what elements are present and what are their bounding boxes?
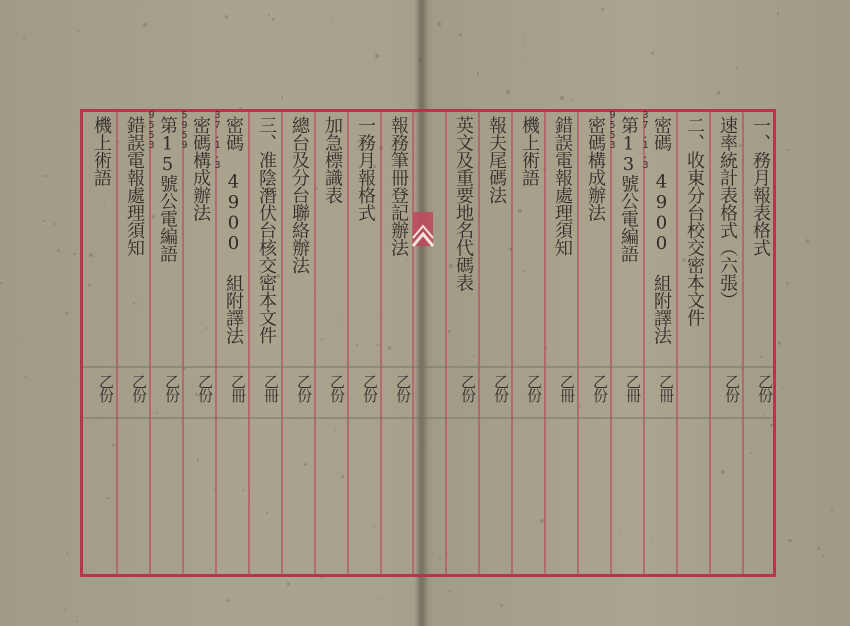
left-page-entry-quantity: 乙冊 (624, 374, 642, 402)
right-page-entry-title: 總台及分台聯絡辦法 (289, 116, 310, 274)
left-page-entry-note: 37.1.3 (640, 110, 651, 170)
right-page-entry-quantity: 乙份 (361, 374, 379, 402)
right-page-entry-note: 9553 (146, 110, 157, 150)
right-page-entry-quantity: 乙份 (163, 374, 181, 402)
left-page-entry-quantity: 乙冊 (558, 374, 576, 402)
left-page-entry-title: 錯誤電報處理須知 (552, 116, 573, 256)
right-page-entry-title: 一務月報格式 (355, 116, 376, 221)
left-page-entry-title: 密碼構成辦法 (585, 116, 606, 221)
left-page-entry-quantity: 乙冊 (657, 374, 675, 402)
right-page-entry-title: 錯誤電報處理須知 (124, 116, 145, 256)
right-page-entry-quantity: 乙冊 (229, 374, 247, 402)
left-page-entry-title: 報夫尾碼法 (486, 116, 507, 204)
right-page-entry-note: 37.1.3 (212, 110, 223, 170)
right-page-entry-title: 報務筆冊登記辦法 (388, 116, 409, 256)
left-page-entry-quantity: 乙份 (756, 374, 774, 402)
left-page-entry-title: 一、務月報表格式 (750, 116, 771, 256)
left-page-entry-quantity: 乙份 (492, 374, 510, 402)
left-page-entry-title: 二、收東分台校交密本文件 (684, 116, 705, 326)
right-page-entry-title: 三、准陰潛伏台核交密本文件 (256, 116, 277, 344)
left-page-entry-title: 密碼 4900 組附譯法 (651, 116, 672, 344)
left-page-entry-title: 英文及重要地名代碼表 (453, 116, 474, 291)
right-page-entry-quantity: 乙份 (130, 374, 148, 402)
right-page-entry-quantity: 乙份 (328, 374, 346, 402)
right-page-entry-title: 機上術語 (91, 116, 112, 186)
right-page-entry-title: 第15號公電編語 (157, 116, 178, 262)
left-page-entry-quantity: 乙份 (459, 374, 477, 402)
right-page-entry-quantity: 乙份 (196, 374, 214, 402)
right-page-entry-title: 密碼構成辦法 (190, 116, 211, 221)
right-page-entry-quantity: 乙冊 (262, 374, 280, 402)
right-page-entry-quantity: 乙份 (295, 374, 313, 402)
right-page-entry-title: 密碼 4900 組附譯法 (223, 116, 244, 344)
right-page-entry-quantity: 乙份 (394, 374, 412, 402)
left-page-entry-quantity: 乙份 (723, 374, 741, 402)
center-seal-mark (411, 212, 435, 248)
left-page-entry-title: 第13號公電編語 (618, 116, 639, 262)
right-page-entry-quantity: 乙份 (97, 374, 115, 402)
right-page-entry-note: 5959 (179, 110, 190, 150)
right-page-entry-title: 加急標識表 (322, 116, 343, 204)
left-page-entry-quantity: 乙份 (525, 374, 543, 402)
left-page-entry-quantity: 乙份 (591, 374, 609, 402)
left-page-entry-title: 機上術語 (519, 116, 540, 186)
left-page-entry-title: 速率統計表格式（六張） (717, 116, 738, 309)
left-page-entry-note: 9553 (607, 110, 618, 150)
